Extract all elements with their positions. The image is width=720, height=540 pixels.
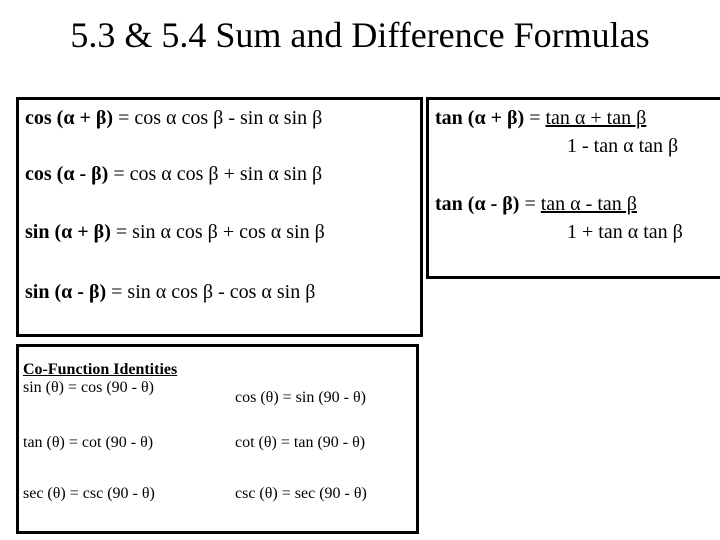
sin-diff-lhs: sin (α - β) [25, 281, 107, 303]
cofunction-tan: tan (θ) = cot (90 - θ) [23, 434, 154, 451]
sin-diff-formula [25, 280, 315, 304]
tan-sum-eq: = [524, 107, 546, 129]
cos-diff-formula [25, 162, 322, 186]
cos-diff-lhs: cos (α - β) [25, 163, 109, 185]
sin-diff-rhs: = sin α cos β - cos α sin β [106, 281, 316, 303]
cos-sum-formula [25, 106, 322, 130]
tan-diff-denominator: 1 + tan α tan β [567, 221, 683, 243]
sin-cos-formulas-box [16, 97, 423, 337]
sin-sum-lhs: sin (α + β) [25, 221, 111, 243]
tan-sum-numerator: tan α + tan β [545, 107, 647, 129]
tan-diff-lhs: tan (α - β) [435, 193, 520, 215]
cofunction-csc: csc (θ) = sec (90 - θ) [235, 485, 367, 502]
tan-diff-numerator: tan α - tan β [540, 193, 637, 215]
tan-diff-formula [435, 192, 637, 216]
tan-sum-denominator: 1 - tan α tan β [567, 135, 679, 157]
tan-diff-eq: = [519, 193, 541, 215]
cofunction-sec: sec (θ) = csc (90 - θ) [23, 485, 155, 502]
tan-sum-formula [435, 106, 646, 130]
sin-sum-formula [25, 220, 325, 244]
cofunction-cos: cos (θ) = sin (90 - θ) [235, 389, 366, 406]
sin-sum-rhs: = sin α cos β + cos α sin β [110, 221, 325, 243]
cofunction-heading: Co-Function Identities [23, 361, 178, 378]
cos-sum-lhs: cos (α + β) [25, 107, 114, 129]
cofunction-identities-box [16, 344, 419, 534]
cofunction-sin: sin (θ) = cos (90 - θ) [23, 379, 154, 396]
slide-title: 5.3 & 5.4 Sum and Difference Formulas [70, 15, 650, 55]
cofunction-cot: cot (θ) = tan (90 - θ) [235, 434, 366, 451]
cos-sum-rhs: = cos α cos β - sin α sin β [113, 107, 323, 129]
tan-sum-lhs: tan (α + β) [435, 107, 525, 129]
tan-formulas-box [426, 97, 720, 279]
cos-diff-rhs: = cos α cos β + sin α sin β [108, 163, 323, 185]
